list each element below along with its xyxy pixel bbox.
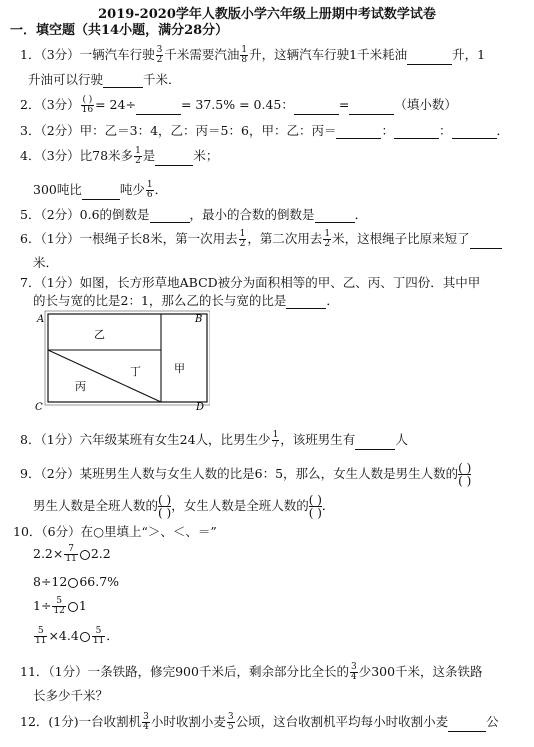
fraction: $\frac{1}{2}$ [324,229,331,249]
answer-blank[interactable] [150,210,190,223]
answer-blank[interactable] [336,126,381,139]
comparison-circle[interactable] [80,550,90,560]
fraction: $\frac{7}{11}$ [65,544,77,564]
rectangle-abcd [48,314,207,402]
answer-fraction-blank[interactable]: ( ) ( ) [458,461,472,488]
comparison-circle[interactable] [68,578,78,588]
label-c: C [35,402,43,413]
answer-blank[interactable] [286,296,326,309]
question-10-row-3: 1÷ $\frac{5}{12}$ 1 [33,596,87,616]
fraction: $\frac{1}{7}$ [272,430,279,450]
fraction: $\frac{1}{6}$ [146,180,153,200]
label-ding: 丁 [130,365,141,378]
label-bing: 丙 [75,380,86,393]
answer-blank[interactable] [349,102,394,115]
question-6-line-1: 6．（1分）一根绳子长8米，第一次用去 $\frac{1}{2}$ ，第二次用去 $\frac{1}{2}$ 米，这根绳子比原来短了 [20,229,502,249]
question-11-line-2: 长多少千米？ [33,688,109,703]
rectangle-figure [30,310,210,415]
fraction: $\frac{5}{12}$ [53,596,65,616]
label-a: A [37,314,45,325]
answer-blank[interactable] [103,75,143,88]
fraction: $\frac{1}{2}$ [239,229,246,249]
answer-blank[interactable] [82,187,120,200]
answer-blank[interactable] [136,102,181,115]
fraction: $\frac{5}{11}$ [35,626,47,646]
answer-blank[interactable] [315,210,355,223]
question-12: 12．(1分)一台收割机 $\frac{3}{4}$ 小时收割小麦 $\frac{3}{5}$ 公顷，这台收割机平均每小时收割小麦 公 [20,712,499,732]
section-heading: 一．填空题（共14小题，满分28分） [10,23,229,38]
question-10: 10．（6分）在○里填上“＞、＜、＝” [13,524,217,539]
question-9-line-2: 男生人数是全班人数的 ( ) ( ) ，女生人数是全班人数的 ( ) ( ) ． [33,493,335,520]
question-10-row-2: 8÷12 66.7% [33,574,120,589]
label-d: D [196,402,205,413]
fraction: $\frac{1}{2}$ [135,146,141,166]
answer-blank[interactable] [407,52,452,65]
answer-fraction-blank[interactable]: ( ) ( ) [308,493,322,520]
answer-blank[interactable] [394,126,439,139]
label-jia: 甲 [174,362,185,375]
answer-blank[interactable] [155,153,193,166]
fraction: $\frac{1}{8}$ [241,45,248,65]
question-5: 5．（2分）0.6的倒数是 ，最小的合数的倒数是 ． [20,207,368,222]
question-4-line-2: 300吨比 吨少 $\frac{1}{6}$ ． [33,180,168,200]
question-9-line-1: 9．（2分）某班男生人数与女生人数的比是6：5，那么，女生人数是男生人数的 ( ) ( ) [20,461,472,488]
label-yi: 乙 [94,328,105,341]
question-4-line-1: 4．（3分）比78米多 $\frac{1}{2}$ 是 米； [20,146,219,166]
fraction: $\frac{3}{2}$ [156,45,163,65]
question-8: 8．（1分）六年级某班有女生24人，比男生少 $\frac{1}{7}$ ，该班男生有 人 [20,430,408,450]
answer-blank[interactable] [294,102,339,115]
comparison-circle[interactable] [68,602,78,612]
answer-blank[interactable] [470,236,502,249]
fraction: $\frac{3}{5}$ [227,712,234,732]
fraction: $\frac{5}{11}$ [92,626,105,646]
answer-blank[interactable] [448,719,486,732]
label-b: B [195,314,203,325]
question-10-row-4: $\frac{5}{11}$ ×4.4 $\frac{5}{11}$ ． [35,626,119,646]
answer-fraction-blank[interactable]: ( ) ( ) [158,493,172,520]
question-1-line-1: 1．（3分）一辆汽车行驶 $\frac{3}{2}$ 千米需要汽油 $\frac{1}{8}$ 升，这辆汽车行驶1千米耗油 升，1 [20,45,486,65]
rectangle-outer-border [45,311,210,405]
question-3: 3．（2分）甲：乙＝3：4，乙：丙＝5：6，甲：乙：丙＝ ： ： ． [20,123,510,138]
question-2: 2．（3分） $\frac{( )}{16}$ = 24÷ = 37.5% = 0.45： = （填小数） [20,95,457,115]
question-7-line-1: 7．（1分）如图，长方形草地ABCD被分为面积相等的甲、乙、丙、丁四份．其中甲 [20,275,481,290]
page-title: 2019-2020学年人教版小学六年级上册期中考试数学试卷 [98,7,436,22]
comparison-circle[interactable] [80,632,90,642]
answer-blank[interactable] [355,437,395,450]
fraction: $\frac{3}{4}$ [143,712,149,732]
question-1-line-2: 升油可以行驶 千米． [28,72,181,87]
question-6-line-2: 米． [33,255,59,270]
question-10-row-1: 2.2× $\frac{7}{11}$ 2.2 [33,544,111,564]
answer-blank[interactable] [452,126,497,139]
fraction: $\frac{( )}{16}$ [81,95,94,115]
question-7-line-2: 的长与宽的比是2：1，那么乙的长与宽的比是 ． [33,293,339,308]
fraction: $\frac{3}{4}$ [350,662,357,682]
question-11-line-1: 11．（1分）一条铁路，修完900千米后，剩余部分比全长的 $\frac{3}{4}$ 少300千米，这条铁路 [20,662,483,682]
diagonal-divider [48,350,161,402]
